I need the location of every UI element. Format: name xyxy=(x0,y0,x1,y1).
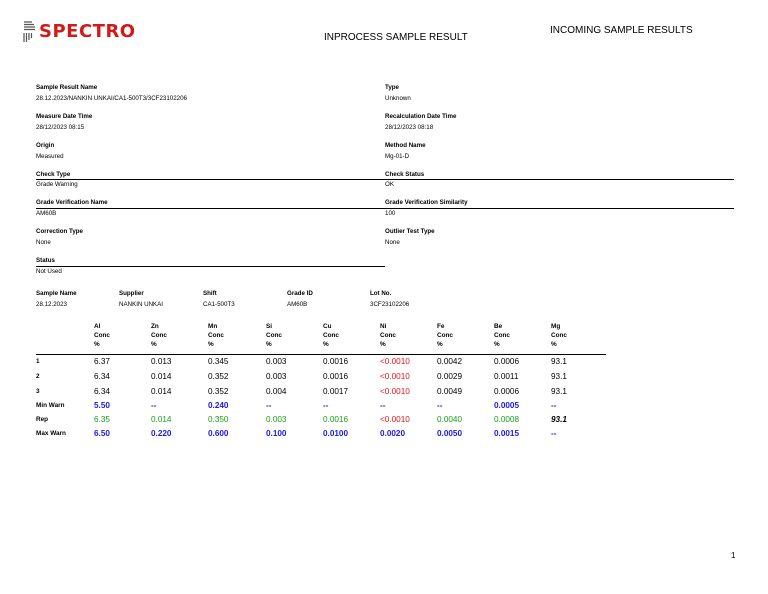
result-cell: 93.1 xyxy=(551,415,567,424)
lot-no-header: Lot No. xyxy=(370,290,392,297)
correction-type-label: Correction Type xyxy=(36,228,83,235)
result-cell: 0.220 xyxy=(151,429,172,438)
origin-value: Measured xyxy=(36,153,64,160)
result-cell: 0.0049 xyxy=(437,387,463,396)
result-cell: 93.1 xyxy=(551,357,567,366)
result-cell: 93.1 xyxy=(551,372,567,381)
element-symbol: Al xyxy=(94,323,101,330)
element-symbol: Ni xyxy=(380,323,387,330)
grade-id-value: AM60B xyxy=(287,301,308,308)
sample-name-value: 28.12.2023 xyxy=(36,301,67,308)
element-sub-conc: Conc xyxy=(208,332,224,339)
result-cell: 0.0008 xyxy=(494,415,520,424)
result-cell: 0.013 xyxy=(151,357,172,366)
status-value: Not Used xyxy=(36,268,62,275)
result-cell: 0.003 xyxy=(266,415,287,424)
status-label: Status xyxy=(36,257,55,264)
lot-no-value: 3CF23102206 xyxy=(370,301,410,308)
result-cell: 0.0017 xyxy=(323,387,349,396)
element-symbol: Zn xyxy=(151,323,159,330)
result-cell: 93.1 xyxy=(551,387,567,396)
element-sub-unit: % xyxy=(94,341,100,348)
result-cell: -- xyxy=(266,401,272,410)
result-cell: <0.0010 xyxy=(380,415,410,424)
row-label: Rep xyxy=(36,416,49,423)
result-cell: -- xyxy=(551,401,557,410)
shift-header: Shift xyxy=(203,290,217,297)
spectro-logo-icon xyxy=(22,20,38,44)
result-cell: 6.35 xyxy=(94,415,110,424)
result-cell: 6.34 xyxy=(94,372,110,381)
element-header-be xyxy=(494,322,510,349)
grade-verification-name-label: Grade Verification Name xyxy=(36,199,108,206)
result-cell: 0.0011 xyxy=(494,372,519,381)
result-cell: 0.0016 xyxy=(323,415,349,424)
result-cell: 0.0020 xyxy=(380,429,406,438)
sample-result-name-value: 28.12.2023/NANKIN UNKAI/CA1-500T3/3CF23102206 xyxy=(36,95,187,102)
report-title: INPROCESS SAMPLE RESULT xyxy=(324,32,468,43)
element-sub-unit: % xyxy=(437,341,443,348)
result-cell: 0.0006 xyxy=(494,357,520,366)
element-header-ni xyxy=(380,322,396,349)
check-type-value: Grade Warning xyxy=(36,181,78,188)
row-label: 3 xyxy=(36,388,40,395)
result-cell: 0.003 xyxy=(266,372,287,381)
element-sub-conc: Conc xyxy=(494,332,510,339)
element-sub-unit: % xyxy=(323,341,329,348)
report-title-right: INCOMING SAMPLE RESULTS xyxy=(550,25,693,36)
element-sub-conc: Conc xyxy=(266,332,282,339)
supplier-header: Supplier xyxy=(119,290,144,297)
result-cell: 5.50 xyxy=(94,401,110,410)
element-symbol: Mn xyxy=(208,323,218,330)
element-symbol: Mg xyxy=(551,323,561,330)
logo-text: SPECTRO xyxy=(39,21,136,42)
element-header-si xyxy=(266,322,282,349)
grade-divider xyxy=(36,208,734,209)
supplier-value: NANKIN UNKAI xyxy=(119,301,164,308)
result-cell: 0.0042 xyxy=(437,357,463,366)
element-header-mg xyxy=(551,322,567,349)
result-cell: 0.0016 xyxy=(323,357,349,366)
grade-verification-similarity-value: 100 xyxy=(385,210,396,217)
result-cell: 0.014 xyxy=(151,372,172,381)
outlier-test-type-label: Outlier Test Type xyxy=(385,228,435,235)
result-cell: 0.014 xyxy=(151,387,172,396)
result-cell: 0.600 xyxy=(208,429,229,438)
sample-name-header: Sample Name xyxy=(36,290,77,297)
grade-id-header: Grade ID xyxy=(287,290,313,297)
result-cell: 6.34 xyxy=(94,387,110,396)
check-status-value: OK xyxy=(385,181,394,188)
sample-result-name-label: Sample Result Name xyxy=(36,84,98,91)
element-sub-unit: % xyxy=(208,341,214,348)
measure-date-label: Measure Date Time xyxy=(36,113,93,120)
element-header-fe xyxy=(437,322,453,349)
result-cell: 0.350 xyxy=(208,415,229,424)
method-name-value: Mg-01-D xyxy=(385,153,410,160)
result-cell: -- xyxy=(323,401,329,410)
result-cell: 0.0100 xyxy=(323,429,349,438)
element-sub-conc: Conc xyxy=(151,332,167,339)
grade-verification-similarity-label: Grade Verification Similarity xyxy=(385,199,468,206)
element-symbol: Si xyxy=(266,323,273,330)
result-cell: 6.37 xyxy=(94,357,110,366)
type-value: Unknown xyxy=(385,95,411,102)
result-cell: 0.0050 xyxy=(437,429,463,438)
element-sub-conc: Conc xyxy=(323,332,339,339)
result-cell: 0.345 xyxy=(208,357,229,366)
page-number: 1 xyxy=(731,551,736,560)
result-cell: 0.100 xyxy=(266,429,287,438)
result-cell: 6.50 xyxy=(94,429,110,438)
result-cell: 0.0016 xyxy=(323,372,349,381)
shift-value: CA1-500T3 xyxy=(203,301,235,308)
recalculation-date-label: Recalculation Date Time xyxy=(385,113,457,120)
measure-date-value: 28/12/2023 08:15 xyxy=(36,124,85,131)
element-sub-unit: % xyxy=(266,341,272,348)
grade-verification-name-value: AM60B xyxy=(36,210,57,217)
result-cell: -- xyxy=(437,401,443,410)
status-divider xyxy=(36,266,385,267)
element-symbol: Be xyxy=(494,323,503,330)
element-header-mn xyxy=(208,322,224,349)
result-cell: <0.0010 xyxy=(380,387,410,396)
result-cell: 0.0029 xyxy=(437,372,463,381)
result-cell: 0.0015 xyxy=(494,429,520,438)
element-sub-unit: % xyxy=(151,341,157,348)
element-sub-conc: Conc xyxy=(437,332,453,339)
element-header-cu xyxy=(323,322,339,349)
check-status-label: Check Status xyxy=(385,171,425,178)
result-cell: 0.004 xyxy=(266,387,287,396)
result-cell: 0.240 xyxy=(208,401,229,410)
element-sub-unit: % xyxy=(551,341,557,348)
check-divider xyxy=(36,179,734,180)
result-cell: 0.003 xyxy=(266,357,287,366)
results-header-divider xyxy=(36,354,606,355)
row-label: Max Warn xyxy=(36,430,66,437)
recalculation-date-value: 28/12/2023 08:18 xyxy=(385,124,434,131)
element-symbol: Cu xyxy=(323,323,332,330)
spectro-logo xyxy=(22,20,152,46)
correction-type-value: None xyxy=(36,239,51,246)
element-sub-conc: Conc xyxy=(94,332,110,339)
row-label: 1 xyxy=(36,358,40,365)
element-sub-conc: Conc xyxy=(380,332,396,339)
element-header-zn xyxy=(151,322,167,349)
result-cell: 0.0040 xyxy=(437,415,463,424)
row-label: Min Warn xyxy=(36,402,65,409)
element-sub-conc: Conc xyxy=(551,332,567,339)
result-cell: -- xyxy=(551,429,557,438)
method-name-label: Method Name xyxy=(385,142,426,149)
result-cell: 0.0005 xyxy=(494,401,520,410)
result-cell: 0.352 xyxy=(208,372,229,381)
type-label: Type xyxy=(385,84,399,91)
origin-label: Origin xyxy=(36,142,55,149)
result-cell: 0.0006 xyxy=(494,387,520,396)
result-cell: -- xyxy=(151,401,157,410)
result-cell: <0.0010 xyxy=(380,357,410,366)
element-sub-unit: % xyxy=(494,341,500,348)
element-header-al xyxy=(94,322,110,349)
element-sub-unit: % xyxy=(380,341,386,348)
outlier-test-type-value: None xyxy=(385,239,400,246)
check-type-label: Check Type xyxy=(36,171,71,178)
row-label: 2 xyxy=(36,373,40,380)
result-cell: -- xyxy=(380,401,386,410)
result-cell: 0.014 xyxy=(151,415,172,424)
element-symbol: Fe xyxy=(437,323,445,330)
result-cell: <0.0010 xyxy=(380,372,410,381)
result-cell: 0.352 xyxy=(208,387,229,396)
